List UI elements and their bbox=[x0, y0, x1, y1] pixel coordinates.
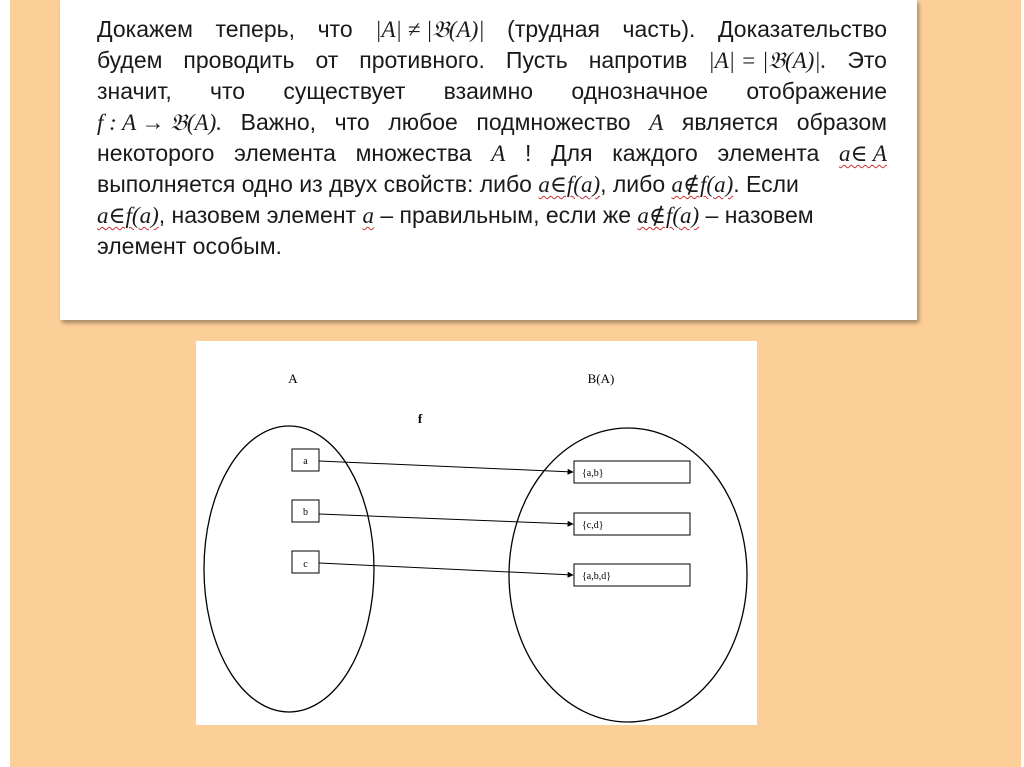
set-a-label: A bbox=[288, 371, 298, 386]
formula-equality: |A| = |𝔅(A)|. bbox=[708, 48, 827, 73]
subset-ab bbox=[574, 461, 690, 483]
mapping-diagram bbox=[196, 341, 757, 725]
proof-line-5: некоторого элемента множества A ! Для каждого элемента a∈ A bbox=[97, 140, 887, 166]
svg-text:c: c bbox=[303, 559, 308, 570]
formula-mapping: f : A → 𝔅(A). bbox=[97, 110, 222, 135]
element-a bbox=[292, 449, 319, 471]
proof-line-2: будем проводить от противного. Пусть напротив |A| = |𝔅(A)|. Это bbox=[97, 45, 887, 76]
proof-line-3: значит, что существует взаимно однозначное отображение bbox=[97, 78, 887, 104]
proof-line-6: выполняется одно из двух свойств: либо a∈f(a), либо a∉f(a). Если bbox=[97, 171, 799, 197]
proof-line-4: f : A → 𝔅(A). Важно, что любое подмножество A является образом bbox=[97, 107, 887, 138]
svg-text:{a,b}: {a,b} bbox=[582, 468, 604, 479]
set-a-ellipse bbox=[204, 426, 374, 712]
subset-abd bbox=[574, 564, 690, 586]
arrow-b-to-cd bbox=[319, 514, 573, 524]
proof-line-7: a∈f(a), назовем элемент a – правильным, если же a∉f(a) – назовем bbox=[97, 202, 814, 228]
element-c bbox=[292, 551, 319, 573]
subset-cd bbox=[574, 513, 690, 535]
formula-inequality: |A| ≠ |𝔅(A)| bbox=[375, 17, 485, 42]
proof-paragraph bbox=[97, 14, 887, 262]
set-b-label: B(A) bbox=[587, 371, 615, 386]
arrow-c-to-abd bbox=[319, 563, 573, 575]
svg-text:{c,d}: {c,d} bbox=[582, 520, 604, 531]
left-frame bbox=[0, 0, 10, 767]
proof-line-1: Докажем теперь, что |A| ≠ |𝔅(A)| (трудная часть). Доказательство bbox=[97, 14, 887, 45]
mapping-f-label: f bbox=[417, 411, 423, 426]
mapping-diagram-svg bbox=[196, 341, 757, 725]
svg-text:a: a bbox=[303, 456, 308, 467]
svg-text:b: b bbox=[303, 507, 308, 518]
svg-text:{a,b,d}: {a,b,d} bbox=[582, 571, 612, 582]
proof-line-8: элемент особым. bbox=[97, 233, 282, 259]
element-b bbox=[292, 500, 319, 522]
proof-text-box bbox=[60, 0, 917, 320]
arrow-a-to-ab bbox=[319, 461, 573, 472]
